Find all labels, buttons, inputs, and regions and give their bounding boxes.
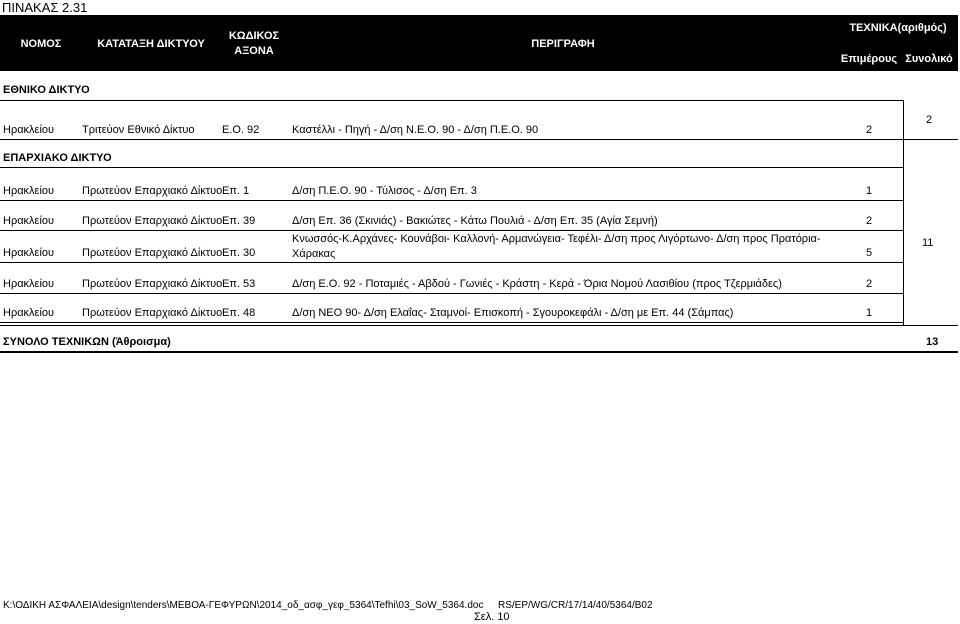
row-nomos: Ηρακλείου — [3, 278, 55, 290]
row-katataxi: Πρωτεύον Επαρχιακό Δίκτυο — [82, 215, 223, 227]
row-nomos: Ηρακλείου — [3, 124, 55, 136]
row-kodikos: Επ. 1 — [222, 185, 250, 197]
header-katataxi: ΚΑΤΑΤΑΞΗ ΔΙΚΤΥΟΥ — [97, 38, 205, 50]
row-perigrafi: Κνωσσός-Κ.Αρχάνες- Κουνάβοι- Καλλονή- Αρμανώγεια- Τεφέλι- Δ/ση προς Λιγόρτωνο- Δ/ση προς Πρατόρια-Χάρακας — [292, 233, 821, 260]
row-kodikos: Επ. 30 — [222, 247, 256, 259]
header-texnika: ΤΕΧΝΙΚΑ(αριθμός) — [849, 22, 947, 34]
section-eparxiako: ΕΠΑΡΧΙΑΚΟ ΔΙΚΤΥΟ — [3, 152, 112, 164]
row-perigrafi: Καστέλλι - Πηγή - Δ/ση Ν.Ε.Ο. 90 - Δ/ση Π.Ε.Ο. 90 — [292, 124, 539, 136]
row-epimerous: 5 — [866, 247, 873, 259]
row-perigrafi: Δ/ση Επ. 36 (Σκινιάς) - Βακιώτες - Κάτω Πουλιά - Δ/ση Επ. 35 (Αγία Σεμνή) — [292, 215, 658, 227]
row-katataxi: Πρωτεύον Επαρχιακό Δίκτυο — [82, 185, 223, 197]
synoliko-ethniko: 2 — [926, 114, 933, 126]
row-epimerous: 2 — [866, 278, 873, 290]
row-nomos: Ηρακλείου — [3, 215, 55, 227]
row-epimerous: 2 — [866, 215, 873, 227]
header-perigrafi: ΠΕΡΙΓΡΑΦΗ — [531, 38, 595, 50]
page-number: Σελ. 10 — [474, 611, 510, 623]
header-kodikos-line2: ΑΞΟΝΑ — [234, 45, 274, 57]
row-epimerous: 1 — [866, 185, 873, 197]
footer-path: K:\ΟΔΙΚΗ ΑΣΦΑΛΕΙΑ\design\tenders\ΜΕΒΟΑ-ΓΕΦΥΡΩΝ\2014_οδ_ασφ_γεφ_5364\Tefhi\03_SoW_5364.doc — [3, 600, 484, 611]
row-nomos: Ηρακλείου — [3, 185, 55, 197]
table-title: ΠΙΝΑΚΑΣ 2.31 — [2, 0, 88, 15]
row-perigrafi: Δ/ση Π.Ε.Ο. 90 - Τύλισος - Δ/ση Επ. 3 — [292, 185, 477, 197]
section-ethniko: ΕΘΝΙΚΟ ΔΙΚΤΥΟ — [3, 84, 90, 96]
header-epimerous: Επιμέρους — [840, 53, 898, 65]
header-nomos: ΝΟΜΟΣ — [20, 38, 62, 50]
header-kodikos-line1: ΚΩΔΙΚΟΣ — [228, 30, 280, 42]
total-value: 13 — [926, 336, 939, 348]
row-katataxi: Πρωτεύον Επαρχιακό Δίκτυο — [82, 247, 223, 259]
row-epimerous: 1 — [866, 307, 873, 319]
row-katataxi: Τριτεύον Εθνικό Δίκτυο — [82, 124, 195, 136]
header-synoliko: Συνολικό — [905, 53, 953, 65]
row-perigrafi: Δ/ση Ε.Ο. 92 - Ποταμιές - Αβδού - Γωνιές - Κράστη - Κερά - Όρια Νομού Λασιθίου (προς Τζερμιάδες) — [292, 278, 782, 290]
row-katataxi: Πρωτεύον Επαρχιακό Δίκτυο — [82, 278, 223, 290]
row-epimerous: 2 — [866, 124, 873, 136]
row-nomos: Ηρακλείου — [3, 247, 55, 259]
total-label: ΣΥΝΟΛΟ ΤΕΧΝΙΚΩΝ (Άθροισμα) — [3, 336, 171, 348]
row-kodikos: Επ. 53 — [222, 278, 256, 290]
row-kodikos: Επ. 48 — [222, 307, 256, 319]
footer-ref: RS/EP/WG/CR/17/14/40/5364/B02 — [498, 600, 653, 611]
row-kodikos: Ε.Ο. 92 — [222, 124, 260, 136]
synoliko-eparxiako: 11 — [922, 237, 934, 249]
row-kodikos: Επ. 39 — [222, 215, 256, 227]
row-perigrafi: Δ/ση ΝΕΟ 90- Δ/ση Ελαΐας- Σταμνοί- Επισκοπή - Σγουροκεφάλι - Δ/ση με Επ. 44 (Σάμπας) — [292, 307, 734, 319]
row-katataxi: Πρωτεύον Επαρχιακό Δίκτυο — [82, 307, 223, 319]
row-nomos: Ηρακλείου — [3, 307, 55, 319]
